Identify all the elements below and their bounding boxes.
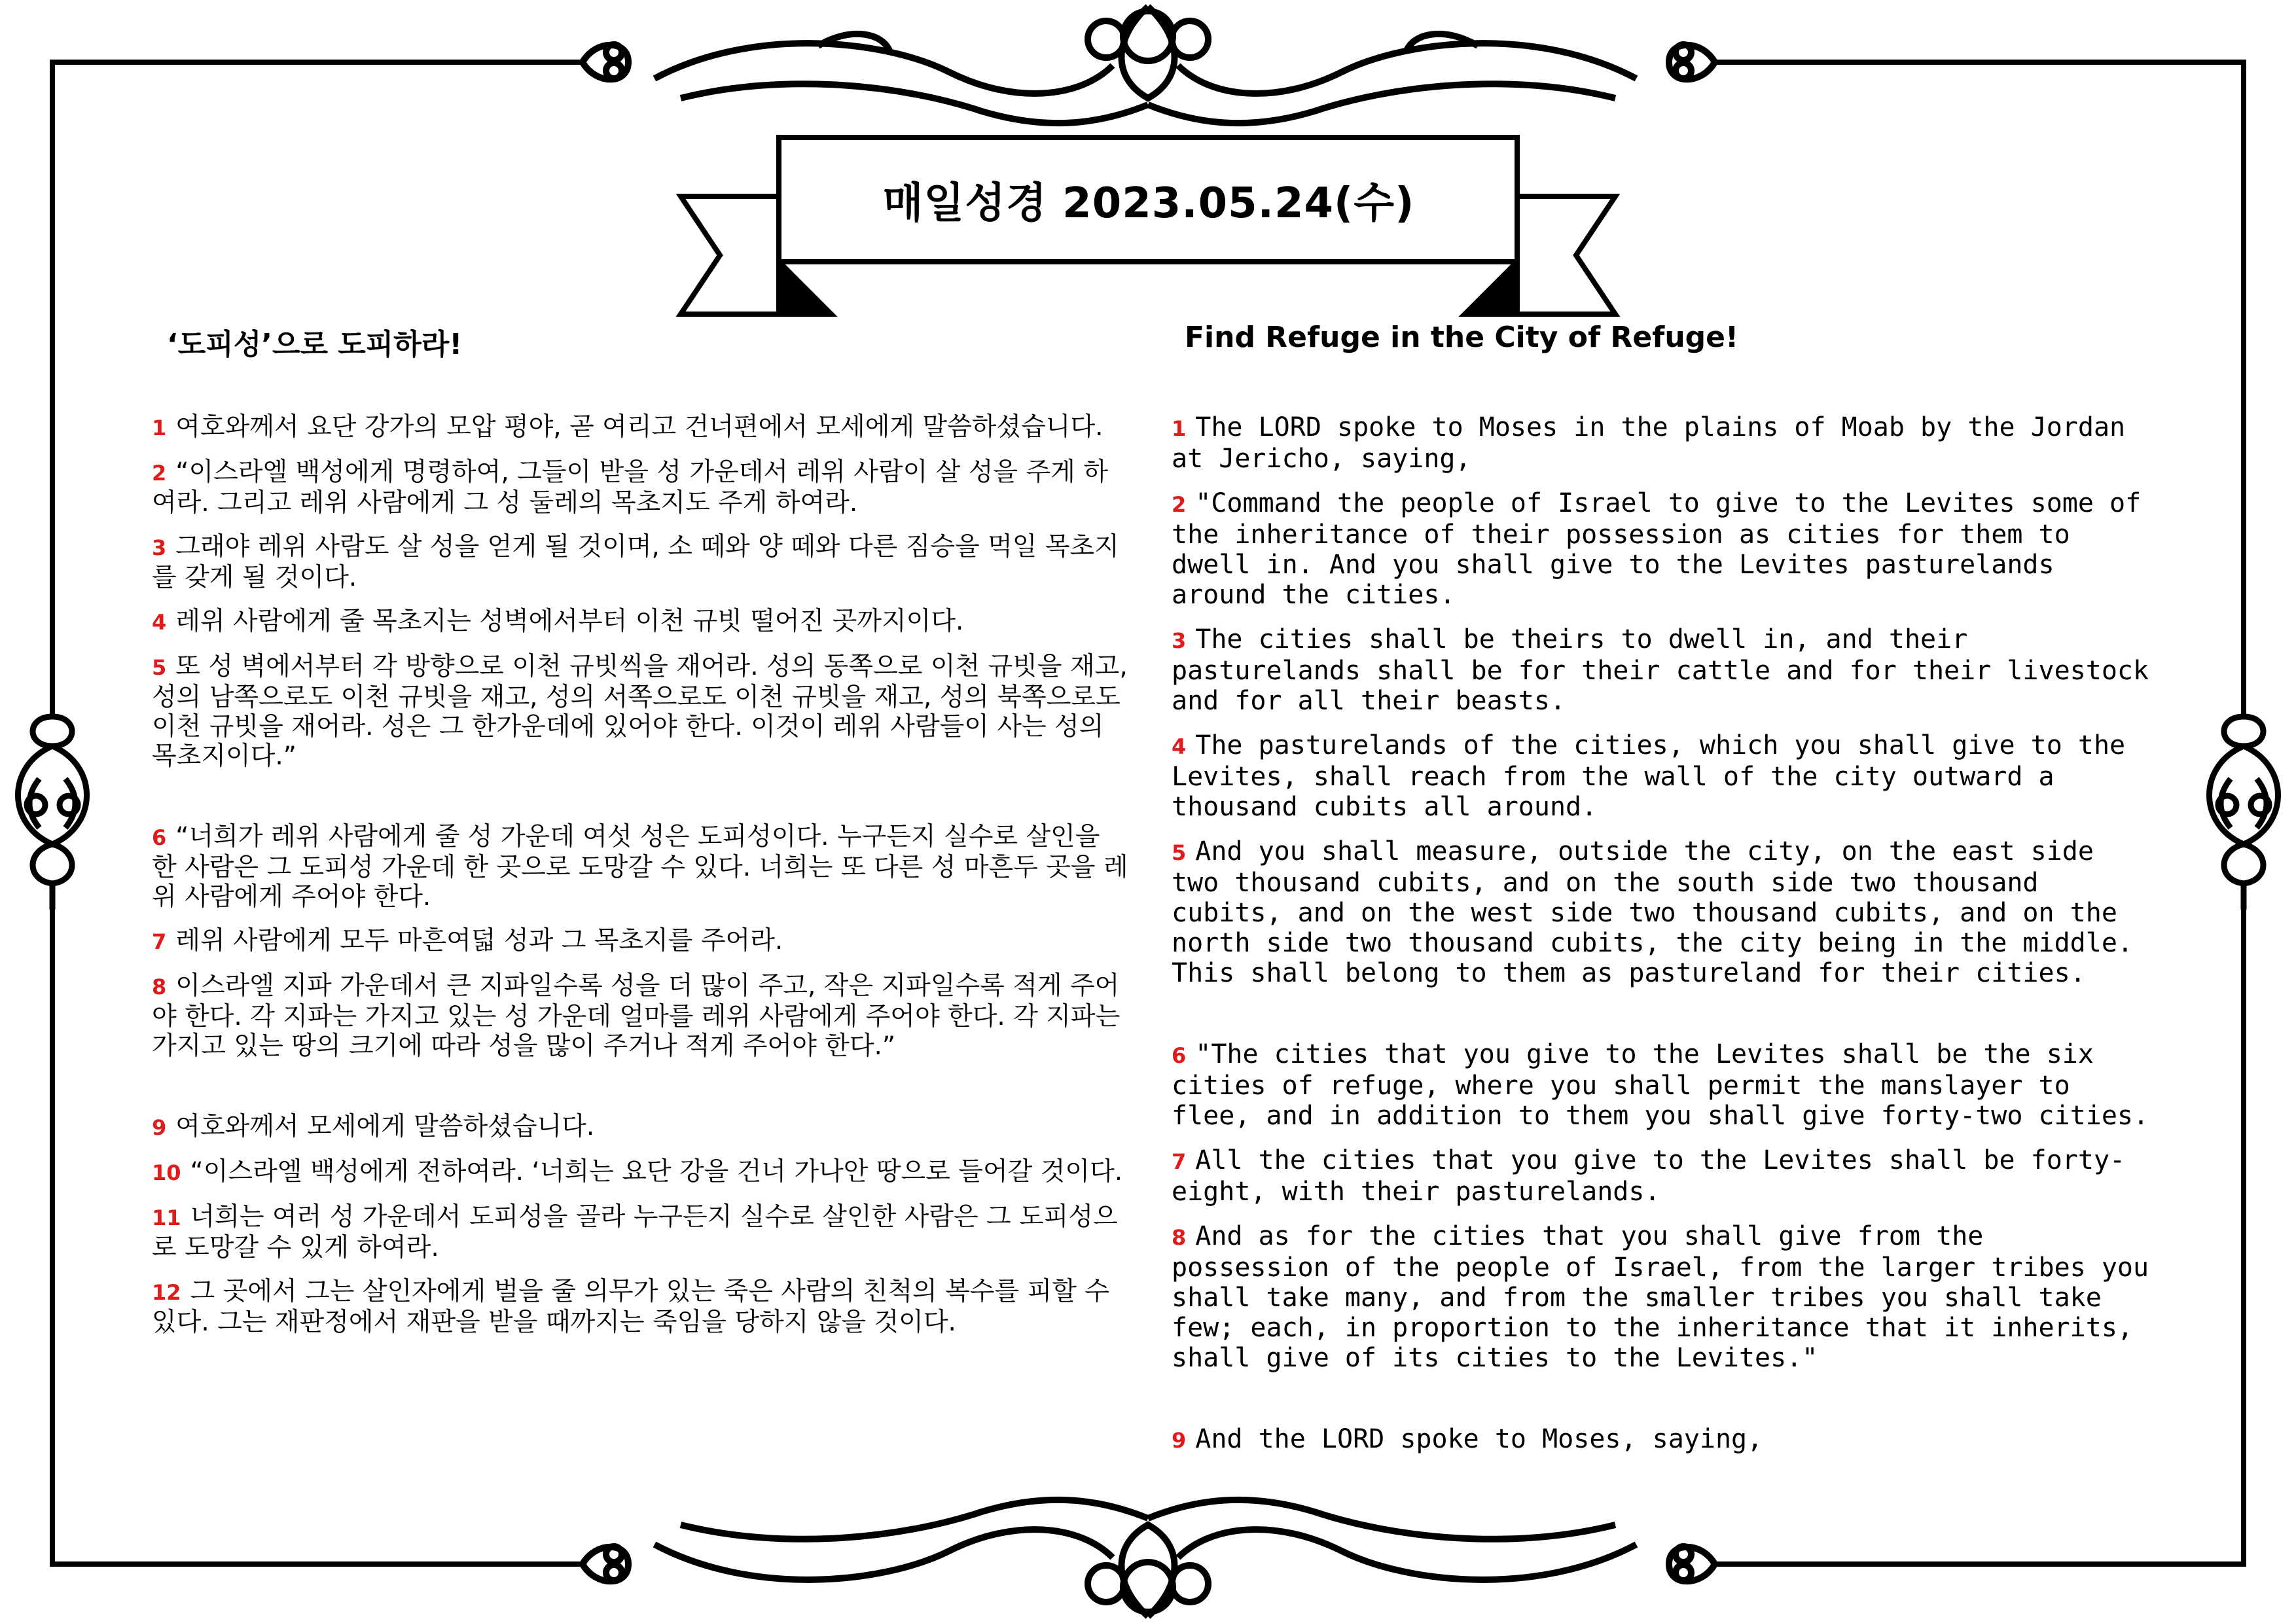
verse-number: 11 — [152, 1205, 181, 1230]
verse-text: All the cities that you give to the Levites shall be forty-eight, with their pasturelands. — [1172, 1145, 2126, 1207]
verse-ko-1 — [152, 412, 1130, 443]
verse-number: 9 — [152, 1115, 167, 1140]
verse-text: And as for the cities that you shall give from the possession of the people of Israel, from the larger tribes you shall take many, and from the smaller tribes you shall take few; each, in proportion to the inheritance that it inherits, shall give of its cities to the Levites." — [1172, 1221, 2149, 1373]
page-title: 매일성경 2023.05.24(수) — [882, 179, 1415, 228]
verse-en-8 — [1172, 1221, 2153, 1373]
verse-text: And you shall measure, outside the city, on the east side two thousand cubits, and on the south side two thousand cubits, and on the west side two thousand cubits, and on the north side two thousand cubits, the city being in the middle. This shall belong to them as pastureland for their cities. — [1172, 836, 2134, 988]
verse-number: 7 — [152, 929, 167, 954]
verse-ko-12 — [152, 1277, 1130, 1337]
bottom-ornament — [583, 1500, 1715, 1616]
verse-en-4 — [1172, 730, 2153, 822]
verse-number: 1 — [1172, 416, 1187, 441]
verse-number: 4 — [1172, 734, 1187, 759]
verse-en-6 — [1172, 1039, 2153, 1131]
verse-text: The pasturelands of the cities, which you shall give to the Levites, shall reach from the wall of the city outward a thousand cubits all around. — [1172, 730, 2126, 822]
verse-number: 6 — [1172, 1043, 1187, 1068]
verse-ko-4 — [152, 607, 1130, 637]
verse-ko-10 — [152, 1157, 1130, 1188]
verse-text: The cities shall be theirs to dwell in, and their pasturelands shall be for their cattle and for their livestock and for all their beasts. — [1172, 624, 2149, 716]
verse-text: 여호와께서 요단 강가의 모압 평야, 곧 여리고 건너편에서 모세에게 말씀하셨습니다. — [175, 412, 1103, 442]
verse-text: 그래야 레위 사람도 살 성을 얻게 될 것이며, 소 떼와 양 떼와 다른 짐승을 먹일 목초지를 갖게 될 것이다. — [152, 532, 1119, 592]
left-ornament — [18, 717, 87, 910]
verse-en-5 — [1172, 836, 2153, 988]
verse-ko-9 — [152, 1112, 1130, 1143]
verse-number: 12 — [152, 1280, 181, 1305]
korean-verses — [152, 412, 1130, 1351]
verse-number: 2 — [1172, 492, 1187, 517]
verse-ko-6 — [152, 822, 1130, 912]
verse-number: 7 — [1172, 1149, 1187, 1174]
verse-number: 10 — [152, 1160, 181, 1185]
verse-ko-2 — [152, 457, 1130, 518]
verse-number: 8 — [152, 974, 167, 999]
verse-number: 1 — [152, 416, 167, 440]
verse-en-1 — [1172, 412, 2153, 474]
verse-number: 3 — [152, 535, 167, 560]
verse-number: 5 — [152, 655, 167, 680]
english-verses — [1172, 412, 2153, 1470]
verse-text: 레위 사람에게 줄 목초지는 성벽에서부터 이천 규빗 떨어진 곳까지이다. — [175, 607, 964, 636]
korean-section-title: ‘도피성’으로 도피하라! — [167, 328, 463, 361]
verse-text: "The cities that you give to the Levites shall be the six cities of refuge, where you shall permit the manslayer to flee, and in addition to them you shall give forty-two cities. — [1172, 1039, 2149, 1131]
verse-text: “이스라엘 백성에게 전하여라. ‘너희는 요단 강을 건너 가나안 땅으로 들어갈 것이다. — [190, 1157, 1123, 1186]
verse-en-3 — [1172, 624, 2153, 716]
english-section-title: Find Refuge in the City of Refuge! — [1185, 321, 1739, 354]
verse-number: 4 — [152, 610, 167, 635]
verse-ko-3 — [152, 532, 1130, 592]
verse-number: 8 — [1172, 1225, 1187, 1250]
verse-text: 그 곳에서 그는 살인자에게 벌을 줄 의무가 있는 죽은 사람의 친척의 복수를 피할 수 있다. 그는 재판정에서 재판을 받을 때까지는 죽임을 당하지 않을 것이다. — [152, 1277, 1109, 1337]
verse-ko-5 — [152, 652, 1130, 771]
verse-en-2 — [1172, 488, 2153, 610]
verse-text: And the LORD spoke to Moses, saying, — [1195, 1424, 1763, 1454]
verse-text: "Command the people of Israel to give to the Levites some of the inheritance of their possession as cities for them to dwell in. And you shall give to the Levites pasturelands around the cities. — [1172, 488, 2142, 610]
verse-number: 6 — [152, 825, 167, 850]
verse-number: 3 — [1172, 628, 1187, 653]
verse-ko-8 — [152, 971, 1130, 1061]
verse-text: 레위 사람에게 모두 마흔여덟 성과 그 목초지를 주어라. — [175, 926, 783, 955]
verse-text: 너희는 여러 성 가운데서 도피성을 골라 누구든지 실수로 살인한 사람은 그 도피성으로 도망갈 수 있게 하여라. — [152, 1202, 1118, 1262]
verse-text: “이스라엘 백성에게 명령하여, 그들이 받을 성 가운데서 레위 사람이 살 성을 주게 하여라. 그리고 레위 사람에게 그 성 둘레의 목초지도 주게 하여라. — [152, 457, 1108, 518]
verse-text: 이스라엘 지파 가운데서 큰 지파일수록 성을 더 많이 주고, 작은 지파일수록 적게 주어야 한다. 각 지파는 가지고 있는 성 가운데 얼마를 레위 사람에게 주어야 한다. 각 지파는 가지고 있는 땅의 크기에 따라 성을 많이 주거나 적게 주어야 한다.” — [152, 971, 1121, 1061]
verse-ko-7 — [152, 926, 1130, 957]
right-ornament — [2210, 717, 2278, 910]
verse-text: 여호와께서 모세에게 말씀하셨습니다. — [175, 1112, 595, 1141]
verse-en-9 — [1172, 1424, 2153, 1455]
verse-ko-11 — [152, 1202, 1130, 1262]
verse-number: 5 — [1172, 840, 1187, 865]
verse-number: 9 — [1172, 1428, 1187, 1453]
verse-text: 또 성 벽에서부터 각 방향으로 이천 규빗씩을 재어라. 성의 동쪽으로 이천 규빗을 재고, 성의 남쪽으로도 이천 규빗을 재고, 성의 서쪽으로도 이천 규빗을 재고, 성의 북쪽으로도 이천 규빗을 재어라. 성은 그 한가운데에 있어야 한다. 이것이 레위 사람들이 사는 성의 목초지이다.” — [152, 652, 1128, 771]
top-ornament — [583, 7, 1715, 123]
verse-text: The LORD spoke to Moses in the plains of Moab by the Jordan at Jericho, saying, — [1172, 412, 2126, 474]
verse-en-7 — [1172, 1145, 2153, 1207]
verse-text: “너희가 레위 사람에게 줄 성 가운데 여섯 성은 도피성이다. 누구든지 실수로 살인을 한 사람은 그 도피성 가운데 한 곳으로 도망갈 수 있다. 너희는 또 다른 성 마흔두 곳을 레위 사람에게 주어야 한다. — [152, 822, 1128, 912]
verse-number: 2 — [152, 461, 167, 486]
